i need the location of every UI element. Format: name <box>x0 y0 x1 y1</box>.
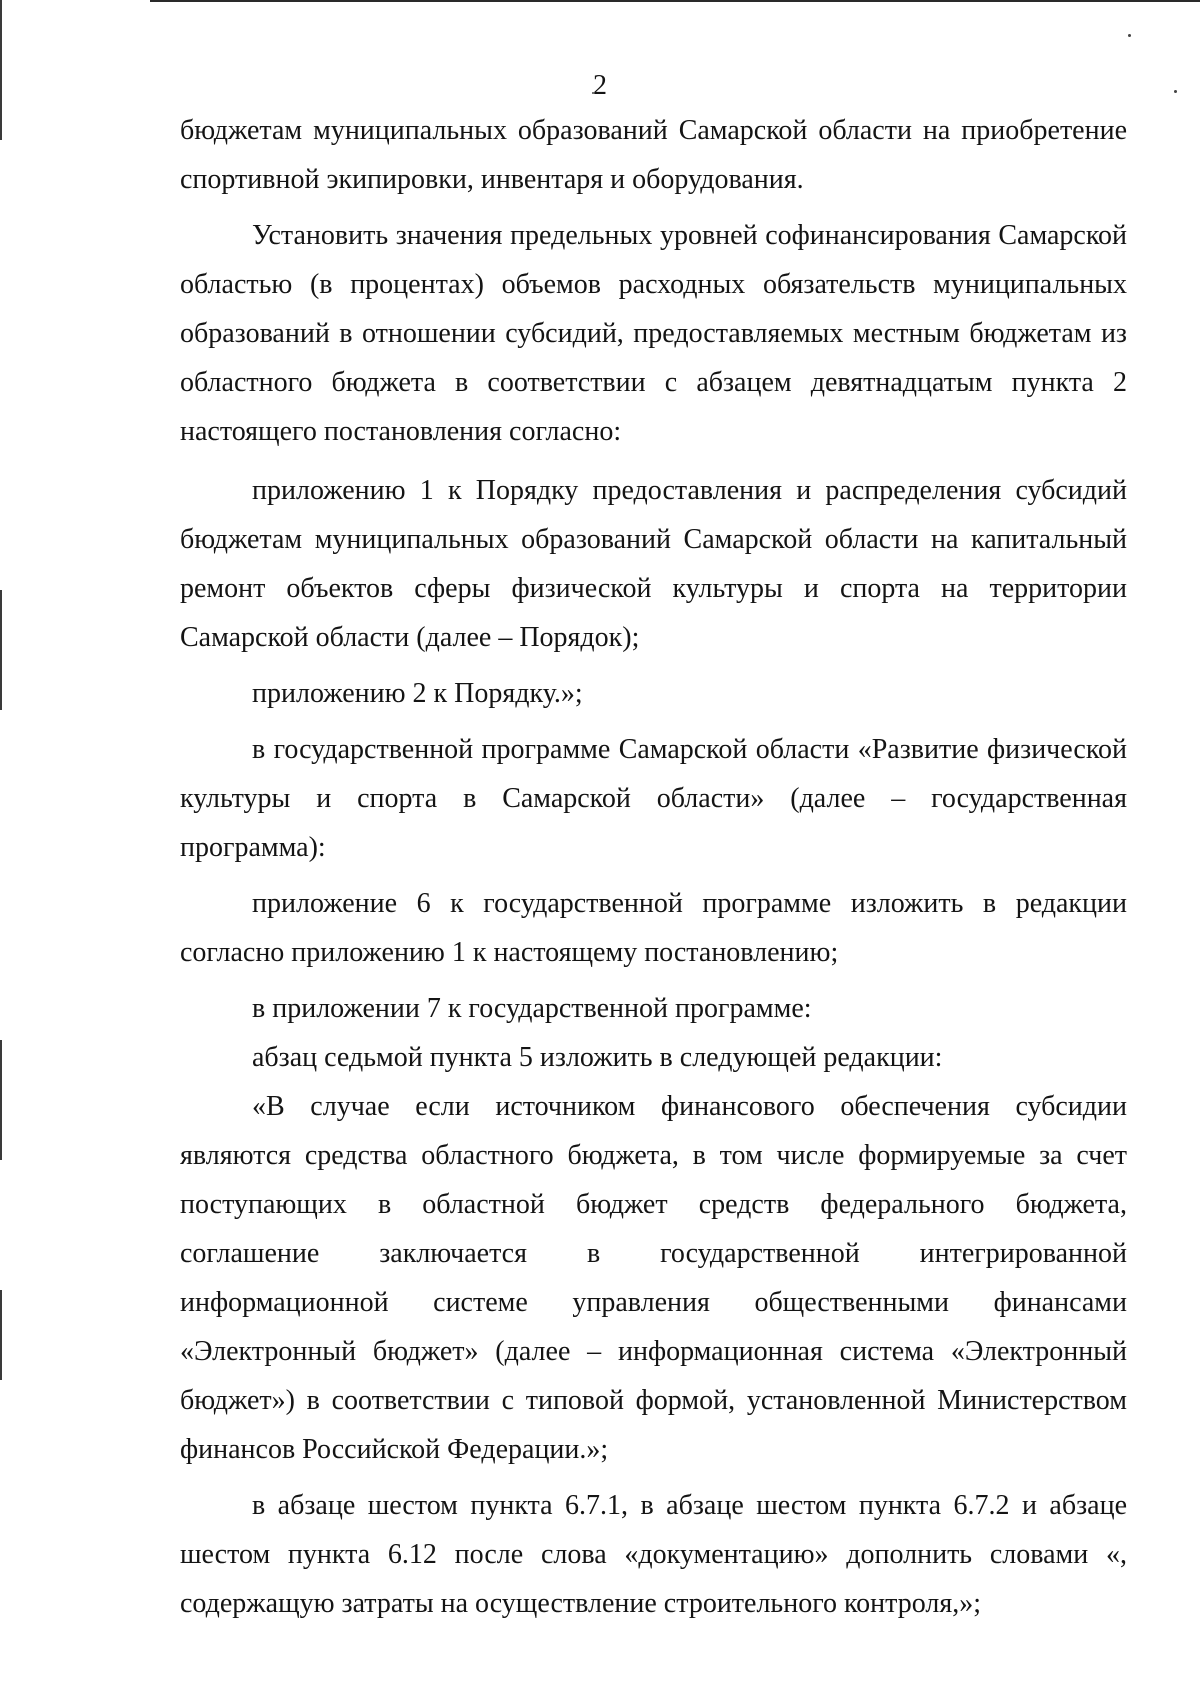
document-body <box>180 106 1127 1628</box>
scan-edge-top <box>150 0 1200 2</box>
paragraph: приложению 2 к Порядку.»; <box>252 678 583 709</box>
paragraph: Установить значения предельных уровней софинансирования Самарской областью (в процентах) объемов расходных обязательств муниципальных образований в отношении субсидий, предоставляемых местным бюджетам из областного бюджета в соответствии с абзацем девятнадцатым пункта 2 настоящего постановления согласно: <box>180 220 1127 447</box>
paragraph: в приложении 7 к государственной программе: <box>252 993 812 1024</box>
paragraph: абзац седьмой пункта 5 изложить в следующей редакции: <box>252 1042 943 1073</box>
paragraph: в государственной программе Самарской области «Развитие физической культуры и спорта в Самарской области» (далее – государственная программа): <box>180 734 1127 863</box>
paragraph: в абзаце шестом пункта 6.7.1, в абзаце шестом пункта 6.7.2 и абзаце шестом пункта 6.12 после слова «документацию» дополнить словами «, содержащую затраты на осуществление строительного контроля,»; <box>180 1490 1127 1619</box>
scan-edge-left <box>0 1290 2 1380</box>
scan-edge-left <box>0 1040 2 1160</box>
paragraph: приложение 6 к государственной программе изложить в редакции согласно приложению 1 к настоящему постановлению; <box>180 888 1127 968</box>
paragraph: бюджетам муниципальных образований Самарской области на приобретение спортивной экипировки, инвентаря и оборудования. <box>180 115 1127 195</box>
paragraph: «В случае если источником финансового обеспечения субсидии являются средства областного бюджета, в том числе формируемые за счет поступающих в областной бюджет средств федерального бюджета, соглашение заключается в государственной интегрированной информационной системе управления общественными финансами «Электронный бюджет» (далее – информационная система «Электронный бюджет») в соответствии с типовой формой, установленной Министерством финансов Российской Федерации.»; <box>180 1091 1127 1465</box>
paragraph: приложению 1 к Порядку предоставления и распределения субсидий бюджетам муниципальных образований Самарской области на капитальный ремонт объектов сферы физической культуры и спорта на территории Самарской области (далее – Порядок); <box>180 475 1127 653</box>
page-number: 2 <box>593 70 607 101</box>
scan-speck <box>1128 34 1131 37</box>
scan-edge-left <box>0 590 2 710</box>
